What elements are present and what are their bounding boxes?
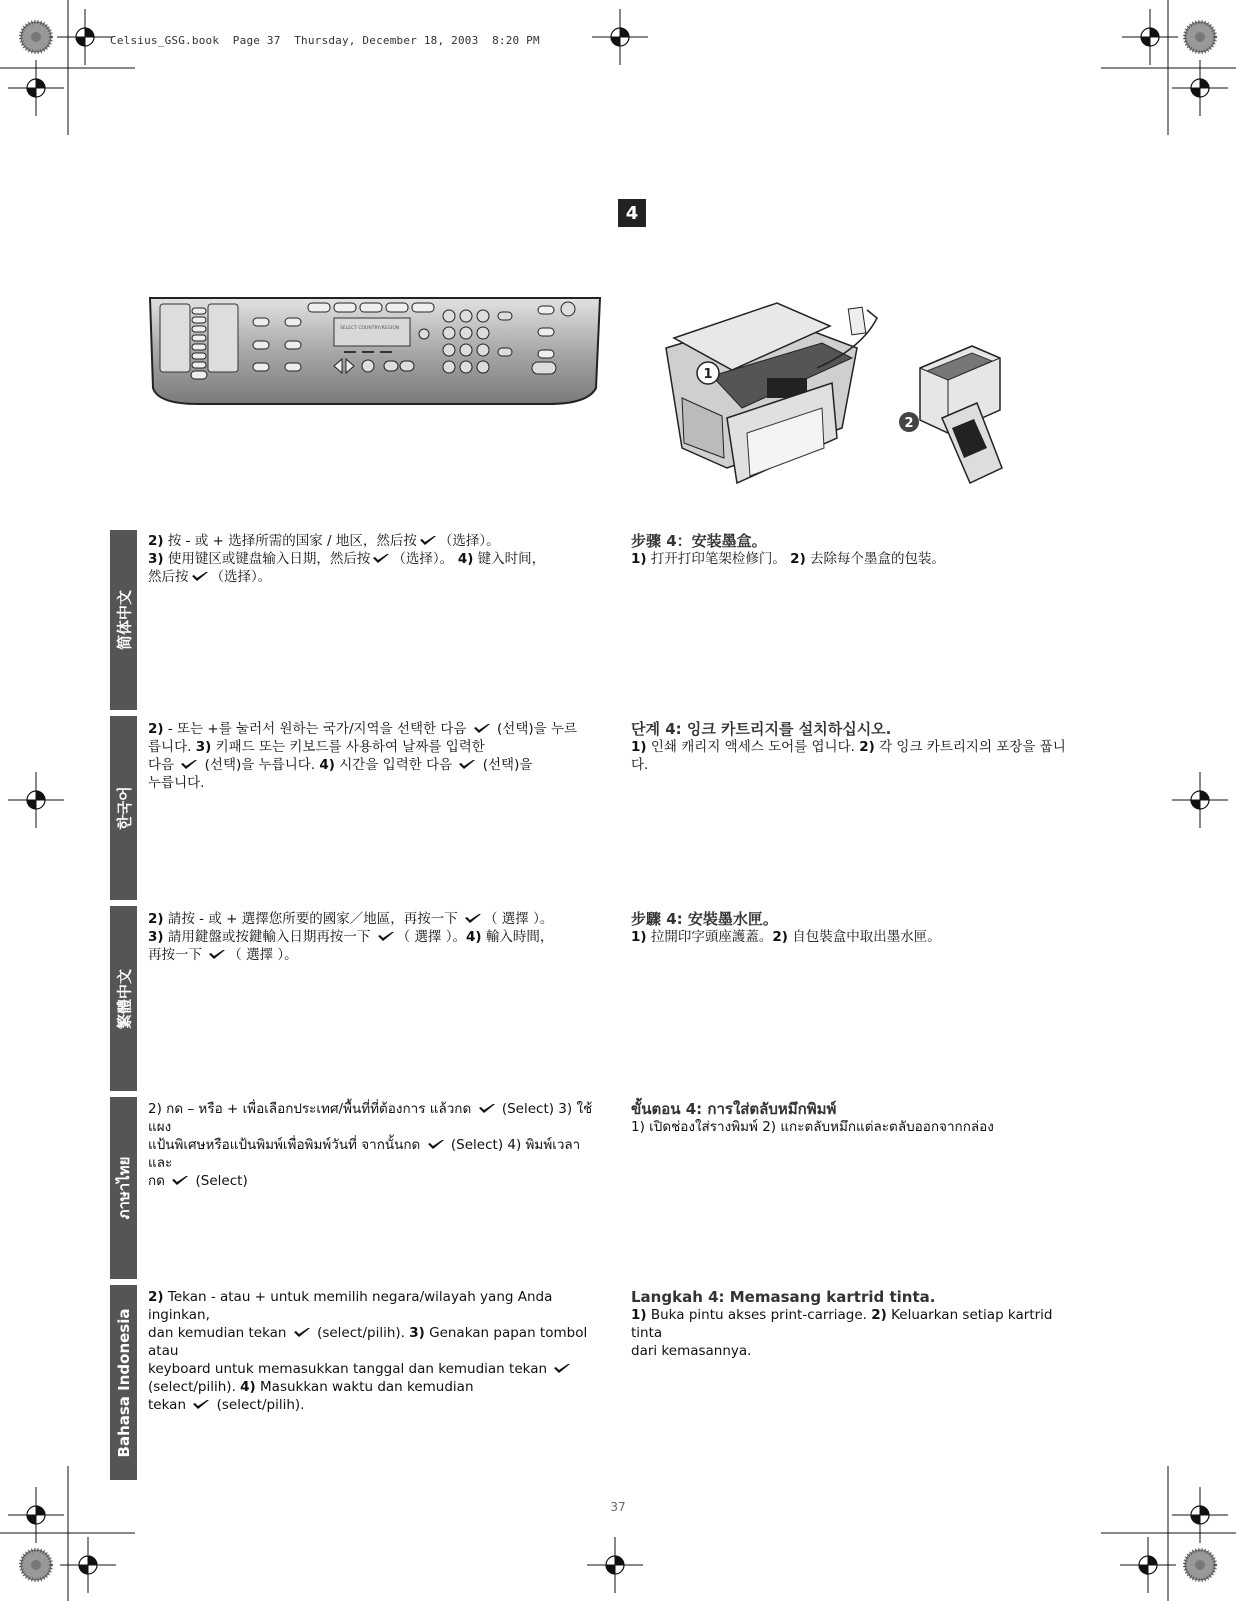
instruction-text: 去除每个墨盒的包装。 — [805, 551, 946, 567]
instruction-text: 2) กด – หรือ + เพื่อเลือกประเทศ/พื้นที่ที่ต้องการ แล้วกด — [148, 1101, 476, 1117]
instruction-text: 인쇄 캐리지 액세스 도어를 엽니다. — [646, 739, 860, 755]
step-title: ขั้นตอน 4: การใส่ตลับหมึกพิมพ์ — [631, 1100, 837, 1118]
step-number: 2) — [148, 721, 164, 737]
step-number: 1) — [631, 1307, 647, 1323]
checkmark-select-icon — [473, 723, 491, 734]
checkmark-select-icon — [208, 949, 226, 960]
step-number: 1) — [631, 929, 647, 945]
instruction-text: 使用键区或键盘输入日期，然后按 — [163, 551, 371, 567]
right-text-thai — [631, 1100, 1081, 1136]
left-text-bahasa-indonesia — [148, 1288, 600, 1414]
printer-illustration — [652, 298, 1012, 503]
step-title: 步驟 4: 安裝墨水匣。 — [631, 910, 778, 928]
step-body — [631, 1306, 1081, 1360]
step-number: 4) — [453, 551, 474, 567]
step-number: 2) — [148, 1289, 164, 1305]
instruction-text: (Select) 3) ใช้แผง — [148, 1101, 593, 1135]
checkmark-select-icon — [171, 1175, 189, 1186]
instruction-text: (select/pilih). — [312, 1325, 410, 1341]
step-body — [631, 738, 1081, 774]
step-number: 4) — [240, 1379, 256, 1395]
instruction-text: - 또는 +를 눌러서 원하는 국가/지역을 선택한 다음 — [163, 721, 471, 737]
instruction-text: 키패드 또는 키보드를 사용하여 날짜를 입력한 — [211, 739, 485, 755]
page-number: 37 — [610, 1500, 626, 1514]
instruction-text: 按 - 或 + 选择所需的国家 / 地区，然后按 — [163, 533, 417, 549]
instruction-text: 拉開印字頭座護蓋。 — [646, 929, 773, 945]
page-header: Celsius_GSG.book Page 37 Thursday, December 18, 2003 8:20 PM — [110, 34, 540, 47]
instruction-text: 1) เปิดช่องใส่รางพิมพ์ 2) แกะตลับหมึกแต่ละตลับออกจากกล่อง — [631, 1119, 994, 1135]
checkmark-select-icon — [458, 759, 476, 770]
checkmark-select-icon — [464, 913, 482, 924]
instruction-text: (선택)을 누릅니다. — [200, 757, 320, 773]
instruction-text: (Select) 4) พิมพ์เวลา และ — [148, 1137, 581, 1171]
left-text-traditional-chinese — [148, 910, 600, 964]
instruction-text: 각 잉크 카트리지의 포장을 풉니다. — [631, 739, 1066, 773]
instruction-text: 然后按 — [148, 569, 189, 585]
instruction-text: Tekan - atau + untuk memilih negara/wilayah yang Anda inginkan, — [148, 1289, 553, 1323]
step-title: 步骤 4：安装墨盒。 — [631, 532, 767, 550]
step-title: Langkah 4: Memasang kartrid tinta. — [631, 1288, 936, 1306]
right-text-bahasa-indonesia — [631, 1288, 1081, 1360]
tab-thai: ภาษาไทย — [110, 1097, 137, 1279]
instruction-text: Buka pintu akses print-carriage. — [646, 1307, 872, 1323]
instruction-text: (select/pilih). — [148, 1379, 241, 1395]
instruction-text: กด — [148, 1173, 170, 1189]
instruction-text: （ 選擇 ）。 — [396, 929, 467, 945]
instruction-text: 键入时间， — [473, 551, 546, 567]
checkmark-select-icon — [293, 1327, 311, 1338]
right-text-simplified-chinese — [631, 532, 1081, 568]
tab-korean: 한국어 — [110, 716, 137, 900]
instruction-text: Masukkan waktu dan kemudian — [255, 1379, 474, 1395]
tab-traditional-chinese: 繁體中文 — [110, 906, 137, 1091]
instruction-text: 릅니다. — [148, 739, 196, 755]
step-number: 2) — [148, 911, 164, 927]
step-number: 3) — [148, 929, 164, 945]
checkmark-select-icon — [191, 571, 209, 582]
instruction-text: （选择）。 — [392, 551, 454, 567]
instruction-text: 다음 — [148, 757, 179, 773]
checkmark-select-icon — [553, 1363, 571, 1374]
step-number: 2) — [859, 739, 875, 755]
instruction-text: 누릅니다. — [148, 775, 205, 791]
checkmark-select-icon — [427, 1139, 445, 1150]
instruction-text: （选择）。 — [438, 533, 500, 549]
checkmark-select-icon — [192, 1399, 210, 1410]
step-number: 4) — [466, 929, 482, 945]
right-text-korean — [631, 720, 1081, 774]
instruction-text: dan kemudian tekan — [148, 1325, 291, 1341]
step-number: 1) — [631, 551, 647, 567]
step-title: 단계 4: 잉크 카트리지를 설치하십시오. — [631, 720, 892, 738]
instruction-text: dari kemasannya. — [631, 1343, 752, 1359]
step-number: 2) — [772, 929, 788, 945]
left-text-korean — [148, 720, 600, 792]
instruction-text: (Select) — [191, 1173, 248, 1189]
tab-simplified-chinese: 简体中文 — [110, 530, 137, 710]
instruction-text: Keluarkan setiap kartrid tinta — [631, 1307, 1053, 1341]
checkmark-select-icon — [419, 535, 437, 546]
instruction-text: แป้นพิเศษหรือแป้นพิมพ์เพื่อพิมพ์วันที่ จากนั้นกด — [148, 1137, 425, 1153]
callout-2: 2 — [904, 416, 914, 431]
instruction-text: (선택)을 누르 — [492, 721, 578, 737]
step-number: 2) — [871, 1307, 887, 1323]
instruction-text: 輸入時間， — [481, 929, 554, 945]
checkmark-select-icon — [372, 553, 390, 564]
step-body — [631, 928, 1081, 946]
step-body — [631, 550, 1081, 568]
instruction-text: Genakan papan tombol atau — [148, 1325, 588, 1359]
checkmark-select-icon — [478, 1103, 496, 1114]
instruction-text: 打开打印笔架检修门。 — [646, 551, 791, 567]
checkmark-select-icon — [377, 931, 395, 942]
right-text-traditional-chinese — [631, 910, 1081, 946]
instruction-text: 請用鍵盤或按鍵輸入日期再按一下 — [163, 929, 375, 945]
tab-bahasa-indonesia: Bahasa Indonesia — [110, 1285, 137, 1480]
step-number: 2) — [148, 533, 164, 549]
callout-1: 1 — [703, 367, 713, 382]
step-number: 3) — [409, 1325, 425, 1341]
instruction-text: （选择）。 — [210, 569, 272, 585]
instruction-text: (선택)을 — [478, 757, 533, 773]
step-number: 2) — [790, 551, 806, 567]
instruction-text: （ 選擇 ）。 — [484, 911, 554, 927]
step-number: 4) — [319, 757, 335, 773]
control-panel-illustration — [148, 296, 603, 408]
left-text-thai — [148, 1100, 600, 1190]
instruction-text: 請按 - 或 + 選擇您所要的國家／地區，再按一下 — [163, 911, 463, 927]
panel-display-text: SELECT COUNTRY/REGION — [340, 326, 400, 331]
instruction-text: 시간을 입력한 다음 — [334, 757, 457, 773]
step-body — [631, 1118, 1081, 1136]
instruction-text: tekan — [148, 1397, 191, 1413]
instruction-text: （ 選擇 ）。 — [228, 947, 298, 963]
instruction-text: (select/pilih). — [212, 1397, 305, 1413]
step-number: 1) — [631, 739, 647, 755]
left-text-simplified-chinese — [148, 532, 600, 586]
checkmark-select-icon — [180, 759, 198, 770]
instruction-text: 再按一下 — [148, 947, 207, 963]
step-number: 3) — [148, 551, 164, 567]
instruction-text: keyboard untuk memasukkan tanggal dan kemudian tekan — [148, 1361, 552, 1377]
step-number-badge: 4 — [618, 199, 646, 227]
instruction-text: 自包裝盒中取出墨水匣。 — [787, 929, 941, 945]
step-number: 3) — [195, 739, 212, 755]
